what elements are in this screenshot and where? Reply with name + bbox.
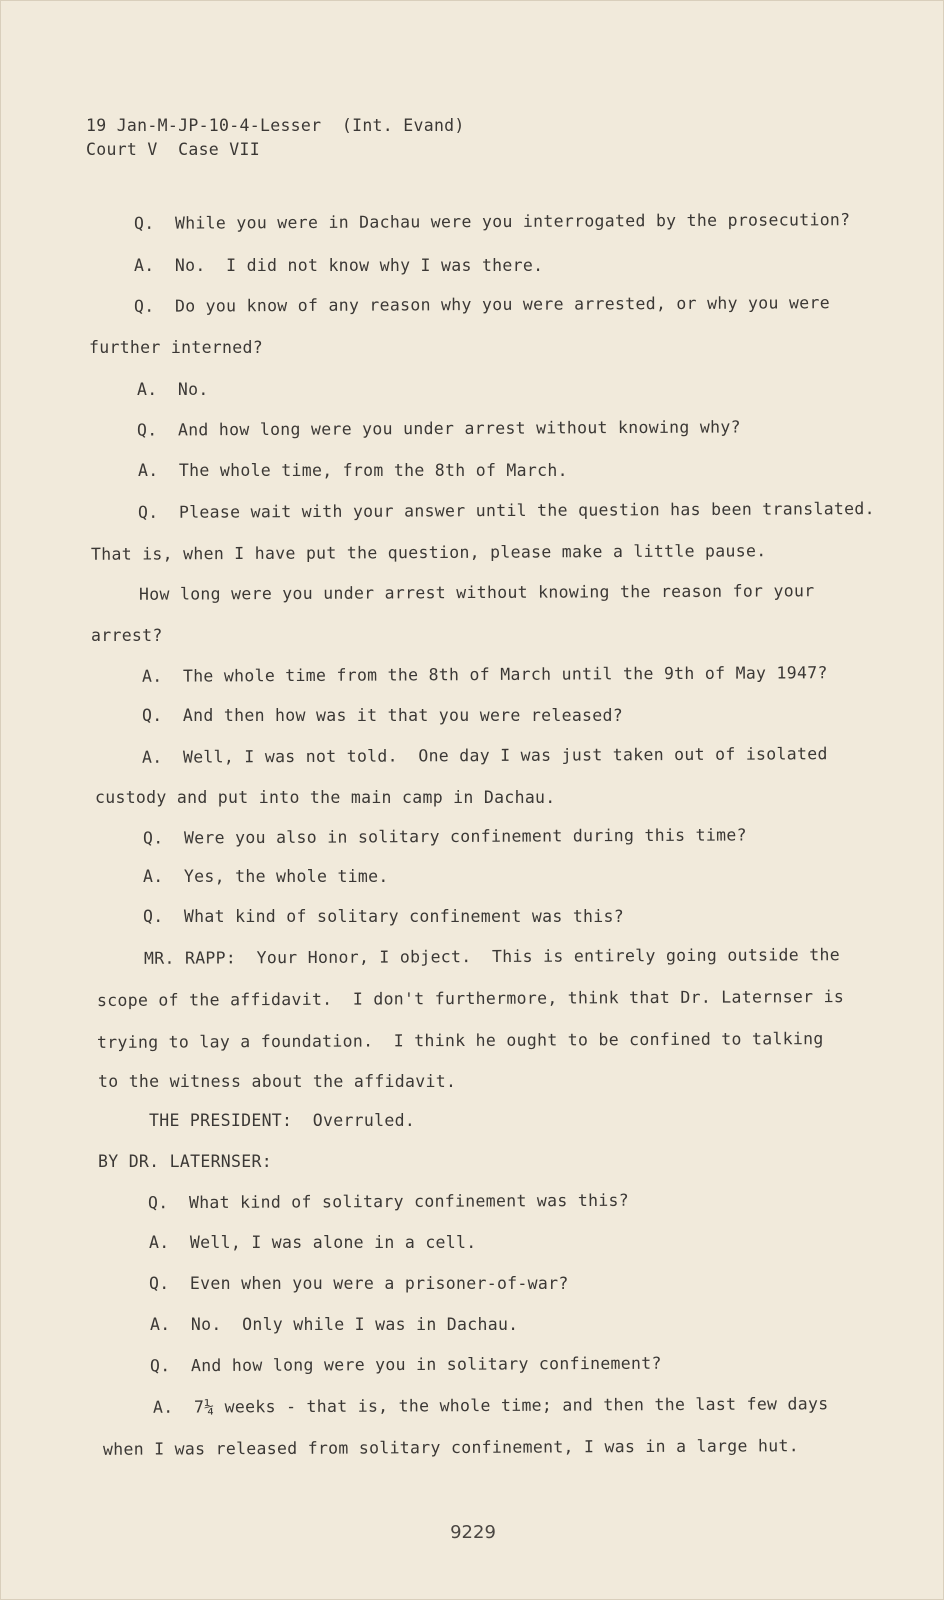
transcript-line: That is, when I have put the question, please make a little pause. — [90, 541, 767, 564]
transcript-line: Q. Please wait with your answer until the question has been translated. — [137, 499, 875, 522]
transcript-line: A. No. — [137, 380, 209, 399]
transcript-line: trying to lay a foundation. I think he ought to be confined to talking — [96, 1029, 824, 1052]
transcript-line: A. Yes, the whole time. — [143, 867, 389, 886]
transcript-line: BY DR. LATERNSER: — [98, 1152, 272, 1171]
transcript-line: How long were you under arrest without knowing the reason for your — [138, 581, 815, 604]
transcript-line: scope of the affidavit. I don't furthermore, think that Dr. Laternser is — [96, 987, 845, 1010]
transcript-line: A. No. I did not know why I was there. — [134, 256, 544, 275]
transcript-line: Q. And then how was it that you were released? — [142, 706, 623, 725]
transcript-line: Q. And how long were you in solitary confinement? — [149, 1353, 662, 1376]
transcript-line: Q. Were you also in solitary confinement during this time? — [142, 825, 747, 848]
transcript-line: A. The whole time from the 8th of March until the 9th of May 1947? — [141, 663, 828, 686]
transcript-line: custody and put into the main camp in Dachau. — [95, 788, 556, 807]
transcript-line: A. Well, I was not told. One day I was just taken out of isolated — [141, 744, 828, 767]
transcript-line: Q. Do you know of any reason why you were arrested, or why you were — [133, 293, 830, 316]
transcript-line: A. 7¼ weeks - that is, the whole time; and then the last few days — [152, 1394, 829, 1417]
transcript-line: Q. What kind of solitary confinement was this? — [147, 1190, 630, 1213]
transcript-line: arrest? — [91, 626, 163, 645]
transcript-line: A. Well, I was alone in a cell. — [149, 1233, 477, 1252]
header-court-line: Court V Case VII — [86, 140, 260, 159]
transcript-line: further interned? — [89, 338, 263, 357]
transcript-line: THE PRESIDENT: Overruled. — [149, 1111, 416, 1130]
transcript-line: to the witness about the affidavit. — [98, 1072, 457, 1091]
transcript-line: MR. RAPP: Your Honor, I object. This is entirely going outside the — [143, 945, 840, 968]
transcript-line: Q. While you were in Dachau were you interrogated by the prosecution? — [133, 210, 851, 233]
transcript-line: A. No. Only while I was in Dachau. — [150, 1315, 519, 1334]
header-docket-line: 19 Jan-M-JP-10-4-Lesser (Int. Evand) — [86, 116, 465, 135]
page-number: 9229 — [450, 1522, 496, 1543]
transcript-line: Q. What kind of solitary confinement was this? — [143, 907, 624, 926]
transcript-line: A. The whole time, from the 8th of March. — [138, 461, 568, 480]
transcript-line: Q. And how long were you under arrest without knowing why? — [136, 417, 741, 440]
transcript-line: when I was released from solitary confinement, I was in a large hut. — [102, 1436, 799, 1459]
transcript-line: Q. Even when you were a prisoner-of-war? — [149, 1274, 569, 1293]
